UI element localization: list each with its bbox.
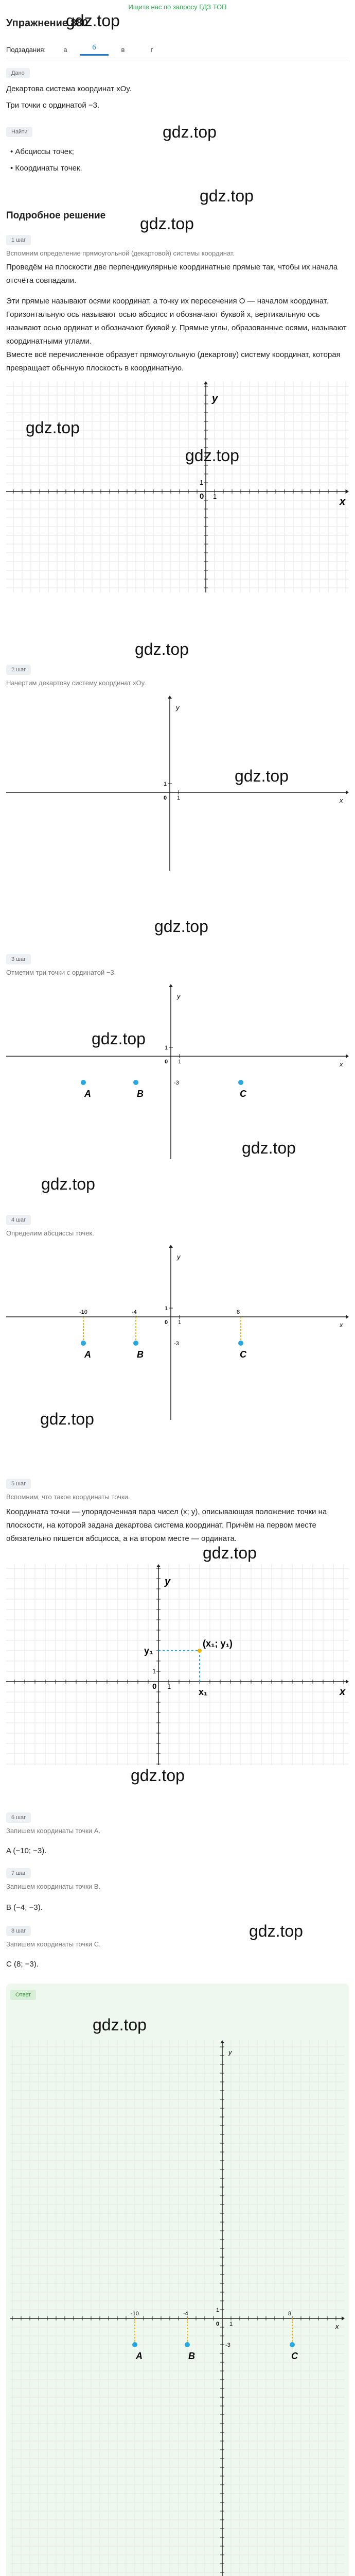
x-axis-label: x <box>335 2323 339 2330</box>
given-badge: Дано <box>6 68 30 78</box>
step5-note: Вспомним, что такое координаты точки. <box>6 1493 130 1501</box>
abscissa-label: 8 <box>288 2311 292 2317</box>
step3-note: Отметим три точки с ординатой −3. <box>6 969 116 976</box>
point-b <box>133 1080 138 1085</box>
point-label-c: C <box>240 1089 246 1099</box>
x-axis-arrow <box>346 1680 349 1684</box>
watermark: gdz.top <box>200 187 254 205</box>
solution-heading: Подробное решение <box>6 210 106 221</box>
x-axis-label: x <box>340 1060 343 1068</box>
point-c <box>238 1341 243 1346</box>
watermark: gdz.top <box>154 917 208 936</box>
point-label-c: C <box>240 1349 246 1360</box>
step8-badge: 8 шаг <box>6 1926 31 1936</box>
y1-label: y₁ <box>144 1646 153 1656</box>
abscissa-label: -4 <box>132 1309 137 1315</box>
find-item-1: • Абсциссы точек; <box>10 147 74 156</box>
unit-y-label: 1 <box>152 1667 156 1675</box>
step5-badge: 5 шаг <box>6 1479 31 1489</box>
step1-p2: Эти прямые называют осями координат, а точку их пересечения O — началом координат. Горизонтальную ось называют осью абсцисс и обозначают буквой x, вертикальную ось называют осью ординат и обозначают буквой y. Прямые углы, образованные осями, называют координатными углами. <box>6 297 347 346</box>
origin-label: 0 <box>200 492 204 501</box>
abscissa-label: 8 <box>237 1309 240 1315</box>
graph-4 <box>6 1245 349 1420</box>
step6-result: A (−10; −3). <box>6 1846 47 1855</box>
point-b <box>133 1341 138 1346</box>
step2-badge: 2 шаг <box>6 665 31 675</box>
point-a <box>81 1080 86 1085</box>
top-banner-link[interactable]: Ищите нас по запросу ГДЗ ТОП <box>128 3 227 11</box>
point-label-b: B <box>137 1349 144 1360</box>
step4-badge: 4 шаг <box>6 1215 31 1225</box>
unit-x-label: 1 <box>167 1683 171 1690</box>
subtasks-label: Подзадания: <box>6 45 46 54</box>
origin-label: 0 <box>152 1682 157 1691</box>
x-axis-arrow <box>346 489 349 494</box>
point-label-a: A <box>136 2351 143 2361</box>
step1-note: Вспомним определение прямоугольной (декартовой) системы координат. <box>6 249 235 257</box>
step3-badge: 3 шаг <box>6 954 31 964</box>
y-axis-label: y <box>177 992 181 1000</box>
step1-p3: Вместе всё перечисленное образует прямоугольную (декартову) систему координат, которая превращает обычную плоскость в координатную. <box>6 350 341 372</box>
origin-label: 0 <box>164 795 167 801</box>
ordinate-label: -3 <box>225 2342 230 2348</box>
x1-label: x₁ <box>199 1687 208 1697</box>
graph-3 <box>6 984 349 1159</box>
point-label-b: B <box>188 2351 195 2361</box>
watermark: gdz.top <box>92 1029 146 1048</box>
step6-note: Запишем координаты точки A. <box>6 1827 101 1835</box>
step1-badge: 1 шаг <box>6 235 31 245</box>
y-axis-label: y <box>177 1253 181 1261</box>
watermark: gdz.top <box>249 1922 303 1940</box>
given-line-1: Декартова система координат xOy. <box>6 84 132 93</box>
y-axis-arrow <box>220 2040 224 2043</box>
step2-note: Начертим декартову систему координат xOy. <box>6 679 146 687</box>
unit-y-label: 1 <box>165 1306 168 1312</box>
given-line-2: Три точки с ординатой −3. <box>6 101 100 110</box>
watermark: gdz.top <box>203 1544 257 1562</box>
step8-result: C (8; −3). <box>6 1960 39 1969</box>
point-label-b: B <box>137 1089 144 1099</box>
y-axis-arrow <box>169 984 173 987</box>
y-axis-arrow <box>156 1564 161 1567</box>
step7-badge: 7 шаг <box>6 1868 31 1878</box>
unit-y-label: 1 <box>216 2307 220 2313</box>
watermark: gdz.top <box>66 11 120 30</box>
ordinate-label: -3 <box>174 1341 179 1347</box>
watermark: gdz.top <box>40 1410 94 1428</box>
point-label-c: C <box>291 2351 298 2361</box>
subtasks-row <box>6 43 166 56</box>
unit-y-label: 1 <box>165 1045 168 1051</box>
unit-x-label: 1 <box>178 1059 182 1065</box>
step5-p1: Координата точки — упорядоченная пара чисел (x; y), описывающая положение точки на плоскости, на которой задана декартова система координат. Причём на первом месте обязательно пишется абсцисса, а на втором месте — ордината. <box>6 1507 327 1543</box>
answer-badge: Ответ <box>10 1990 36 2000</box>
find-badge: Найти <box>6 127 32 137</box>
unit-x-label: 1 <box>213 493 217 500</box>
abscissa-label: -10 <box>79 1309 87 1315</box>
watermark: gdz.top <box>41 1175 95 1193</box>
graph-5 <box>6 1564 349 1765</box>
abscissa-label: -10 <box>131 2311 139 2317</box>
page-title: Упражнение 880 <box>6 18 88 29</box>
watermark: gdz.top <box>242 1139 296 1157</box>
step6-badge: 6 шаг <box>6 1812 31 1823</box>
point-label-a: A <box>84 1349 91 1360</box>
point-c <box>238 1080 243 1085</box>
ordinate-label: -3 <box>174 1080 179 1086</box>
graph-answer <box>10 2040 345 2576</box>
unit-x-label: 1 <box>177 795 181 801</box>
watermark: gdz.top <box>135 640 189 658</box>
point-a <box>132 2342 137 2347</box>
point-b <box>185 2342 190 2347</box>
graph-2 <box>6 696 349 871</box>
x-axis-label: x <box>340 1686 346 1698</box>
watermark: gdz.top <box>235 767 289 785</box>
point-a <box>81 1341 86 1346</box>
y-axis-label: y <box>165 1576 171 1587</box>
abscissa-label: -4 <box>183 2311 188 2317</box>
unit-y-label: 1 <box>200 479 204 486</box>
x-axis-arrow <box>346 1315 349 1319</box>
x-axis-arrow <box>346 1054 349 1058</box>
point-c <box>290 2342 295 2347</box>
y-axis-arrow <box>169 1245 173 1248</box>
step1-p1: Проведём на плоскости две перпендикулярные координатные прямые так, чтобы их начала отсчёта совпадали. <box>6 263 338 285</box>
watermark: gdz.top <box>140 214 194 233</box>
step7-note: Запишем координаты точки B. <box>6 1883 101 1890</box>
graph-1 <box>6 381 349 592</box>
y-axis-label: y <box>212 393 218 404</box>
origin-label: 0 <box>165 1059 168 1065</box>
y-axis-arrow <box>168 696 172 699</box>
step4-note: Определим абсциссы точек. <box>6 1229 94 1237</box>
tab-v[interactable]: в <box>121 45 125 54</box>
x-axis-label: x <box>340 1321 343 1329</box>
tab-g[interactable]: г <box>150 45 153 54</box>
generic-point <box>198 1649 202 1653</box>
unit-y-label: 1 <box>164 781 167 787</box>
find-item-2: • Координаты точек. <box>10 164 82 173</box>
y-axis-label: y <box>228 2048 232 2056</box>
watermark: gdz.top <box>131 1766 185 1785</box>
origin-label: 0 <box>216 2321 220 2327</box>
watermark: gdz.top <box>93 2015 147 2034</box>
point-label-a: A <box>84 1089 91 1099</box>
generic-point-label: (x₁; y₁) <box>203 1638 233 1649</box>
watermark: gdz.top <box>26 418 80 437</box>
x-axis-arrow <box>342 2316 345 2320</box>
watermark: gdz.top <box>185 446 239 465</box>
x-axis-label: x <box>340 796 343 804</box>
tab-b[interactable]: б <box>80 43 109 56</box>
x-axis-label: x <box>340 496 346 507</box>
unit-x-label: 1 <box>229 2321 233 2327</box>
y-axis-arrow <box>204 381 208 384</box>
unit-x-label: 1 <box>178 1319 182 1326</box>
origin-label: 0 <box>165 1319 168 1326</box>
watermark: gdz.top <box>163 123 217 141</box>
step8-note: Запишем координаты точки C. <box>6 1940 101 1948</box>
tab-a[interactable]: а <box>63 45 67 54</box>
x-axis-arrow <box>346 790 349 794</box>
step7-result: B (−4; −3). <box>6 1903 43 1912</box>
y-axis-label: y <box>176 704 180 711</box>
